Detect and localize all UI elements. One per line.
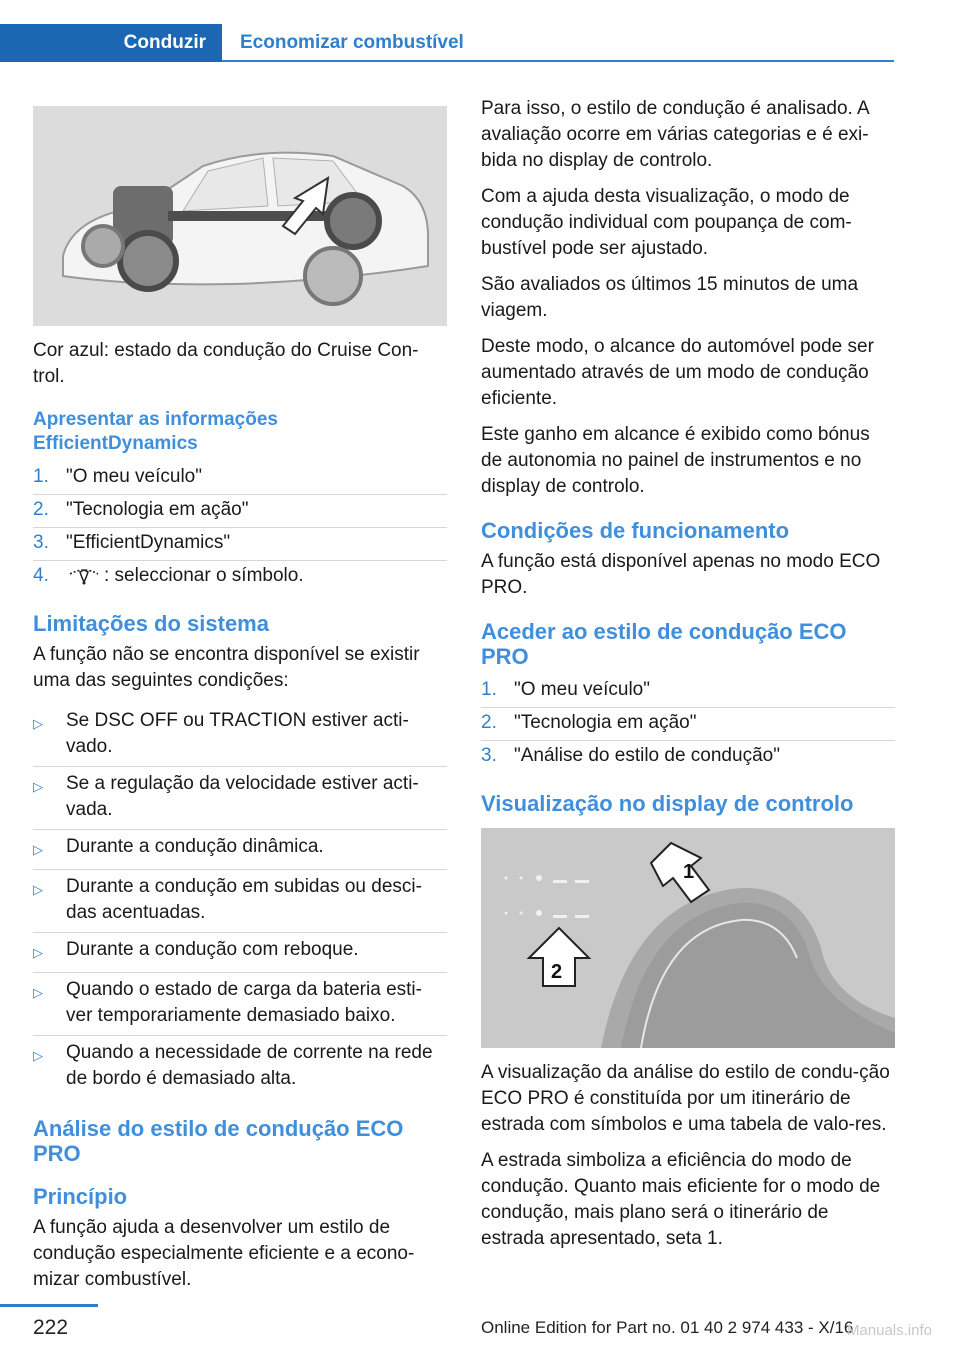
page-header	[0, 0, 894, 62]
edition-note: Online Edition for Part no. 01 40 2 974 433 - X/16	[481, 1318, 854, 1337]
step-number: 3.	[481, 745, 497, 766]
paragraph: Este ganho em alcance é exibido como bónus de autonomia no painel de instrumentos e no display de controlo.	[481, 424, 870, 497]
bullet-text: Se DSC OFF ou TRACTION estiver acti-vado.	[66, 710, 409, 757]
bullet-triangle-icon: ▷	[33, 985, 43, 1000]
list-item	[481, 741, 895, 773]
list-item	[33, 704, 447, 767]
tab-conduzir[interactable]: Conduzir	[0, 24, 222, 62]
heading-operating-conditions: Condições de funcionamento	[481, 518, 790, 543]
step-number: 3.	[33, 532, 49, 553]
info-steps-list	[33, 462, 447, 593]
heading-eco-pro-analysis: Análise do estilo de condução ECO PRO	[33, 1116, 404, 1166]
paragraph: Deste modo, o alcance do automóvel pode ser aumentado através de um modo de condução eficiente.	[481, 336, 874, 409]
step-number: 2.	[481, 712, 497, 733]
list-item	[33, 830, 447, 870]
bullet-text: Durante a condução dinâmica.	[66, 836, 324, 857]
step-text: "EfficientDynamics"	[66, 532, 231, 553]
bullet-text: Se a regulação da velocidade estiver acti-vada.	[66, 773, 419, 820]
list-item	[33, 462, 447, 495]
bullet-triangle-icon: ▷	[33, 1048, 43, 1063]
list-item	[33, 528, 447, 561]
paragraph: São avaliados os últimos 15 minutos de uma viagem.	[481, 274, 859, 321]
right-column	[481, 96, 895, 1262]
list-item	[33, 561, 447, 593]
list-item	[481, 708, 895, 741]
bullet-triangle-icon: ▷	[33, 945, 43, 960]
list-item	[33, 973, 447, 1036]
step-text: "Tecnologia em ação"	[514, 712, 697, 733]
tab-economizar-combustivel[interactable]: Economizar combustível	[240, 32, 464, 53]
header-rule	[222, 60, 894, 62]
page-number: 222	[33, 1316, 69, 1339]
paragraph: A visualização da análise do estilo de condu-ção ECO PRO é constituída por um itinerário de estrada com símbolos e uma tabela de valo-res.	[481, 1062, 890, 1135]
step-number: 4.	[33, 565, 49, 586]
step-text: "O meu veículo"	[514, 679, 650, 700]
step-text: "Análise do estilo de condução"	[514, 745, 780, 766]
access-steps-list	[481, 675, 895, 773]
footer-rule	[0, 1304, 98, 1307]
heading-principle: Princípio	[33, 1184, 128, 1209]
list-item	[481, 675, 895, 708]
watermark: Manuals.info	[846, 1322, 932, 1339]
step-number: 2.	[33, 499, 49, 520]
step-text: "Tecnologia em ação"	[66, 499, 249, 520]
limits-intro: A função não se encontra disponível se existir uma das seguintes condições:	[33, 644, 420, 691]
eco-road-icon	[66, 566, 102, 586]
heading-system-limits: Limitações do sistema	[33, 611, 269, 636]
step-number: 1.	[33, 466, 49, 487]
bullet-text: Durante a condução em subidas ou desci-das acentuadas.	[66, 876, 422, 923]
image-caption: Cor azul: estado da condução do Cruise Con-trol.	[33, 340, 419, 387]
bullet-triangle-icon: ▷	[33, 779, 43, 794]
paragraph: A estrada simboliza a eficiência do modo de condução. Quanto mais eficiente for o modo de condução, mais plano será o itinerário de estrada apresentado, seta 1.	[481, 1150, 881, 1249]
conditions-text: A função está disponível apenas no modo ECO PRO.	[481, 551, 881, 598]
paragraph: Com a ajuda desta visualização, o modo de condução individual com poupança de com-bustível pode ser ajustado.	[481, 186, 852, 259]
bullet-text: Quando o estado de carga da bateria esti-ver temporariamente demasiado baixo.	[66, 979, 422, 1026]
left-column	[33, 96, 447, 1303]
step-text: : seleccionar o símbolo.	[104, 565, 304, 586]
bullet-triangle-icon: ▷	[33, 842, 43, 857]
list-item	[33, 870, 447, 933]
arrow-2-label: 2	[551, 961, 563, 983]
paragraph: Para isso, o estilo de condução é analisado. A avaliação ocorre em várias categorias e é exi-bida no display de controlo.	[481, 98, 869, 171]
bullet-text: Quando a necessidade de corrente na rede de bordo é demasiado alta.	[66, 1042, 433, 1089]
list-item	[33, 767, 447, 830]
heading-show-efficientdynamics: Apresentar as informações EfficientDynamics	[33, 409, 278, 454]
car-drivetrain-illustration	[33, 106, 447, 326]
list-item	[33, 933, 447, 973]
eco-pro-display-illustration	[481, 828, 895, 1048]
step-text: "O meu veículo"	[66, 466, 202, 487]
step-number: 1.	[481, 679, 497, 700]
list-item	[33, 1036, 447, 1098]
step-text-with-icon	[66, 563, 304, 589]
bullet-text: Durante a condução com reboque.	[66, 939, 359, 960]
heading-access-eco-pro: Aceder ao estilo de condução ECO PRO	[481, 619, 847, 669]
list-item	[33, 495, 447, 528]
bullet-triangle-icon: ▷	[33, 716, 43, 731]
principle-text: A função ajuda a desenvolver um estilo de condução especialmente eficiente e a econo-mizar combustível.	[33, 1217, 415, 1290]
bullet-triangle-icon: ▷	[33, 882, 43, 897]
limits-list	[33, 704, 447, 1098]
heading-display-view: Visualização no display de controlo	[481, 791, 854, 816]
arrow-1-label: 1	[683, 861, 695, 883]
